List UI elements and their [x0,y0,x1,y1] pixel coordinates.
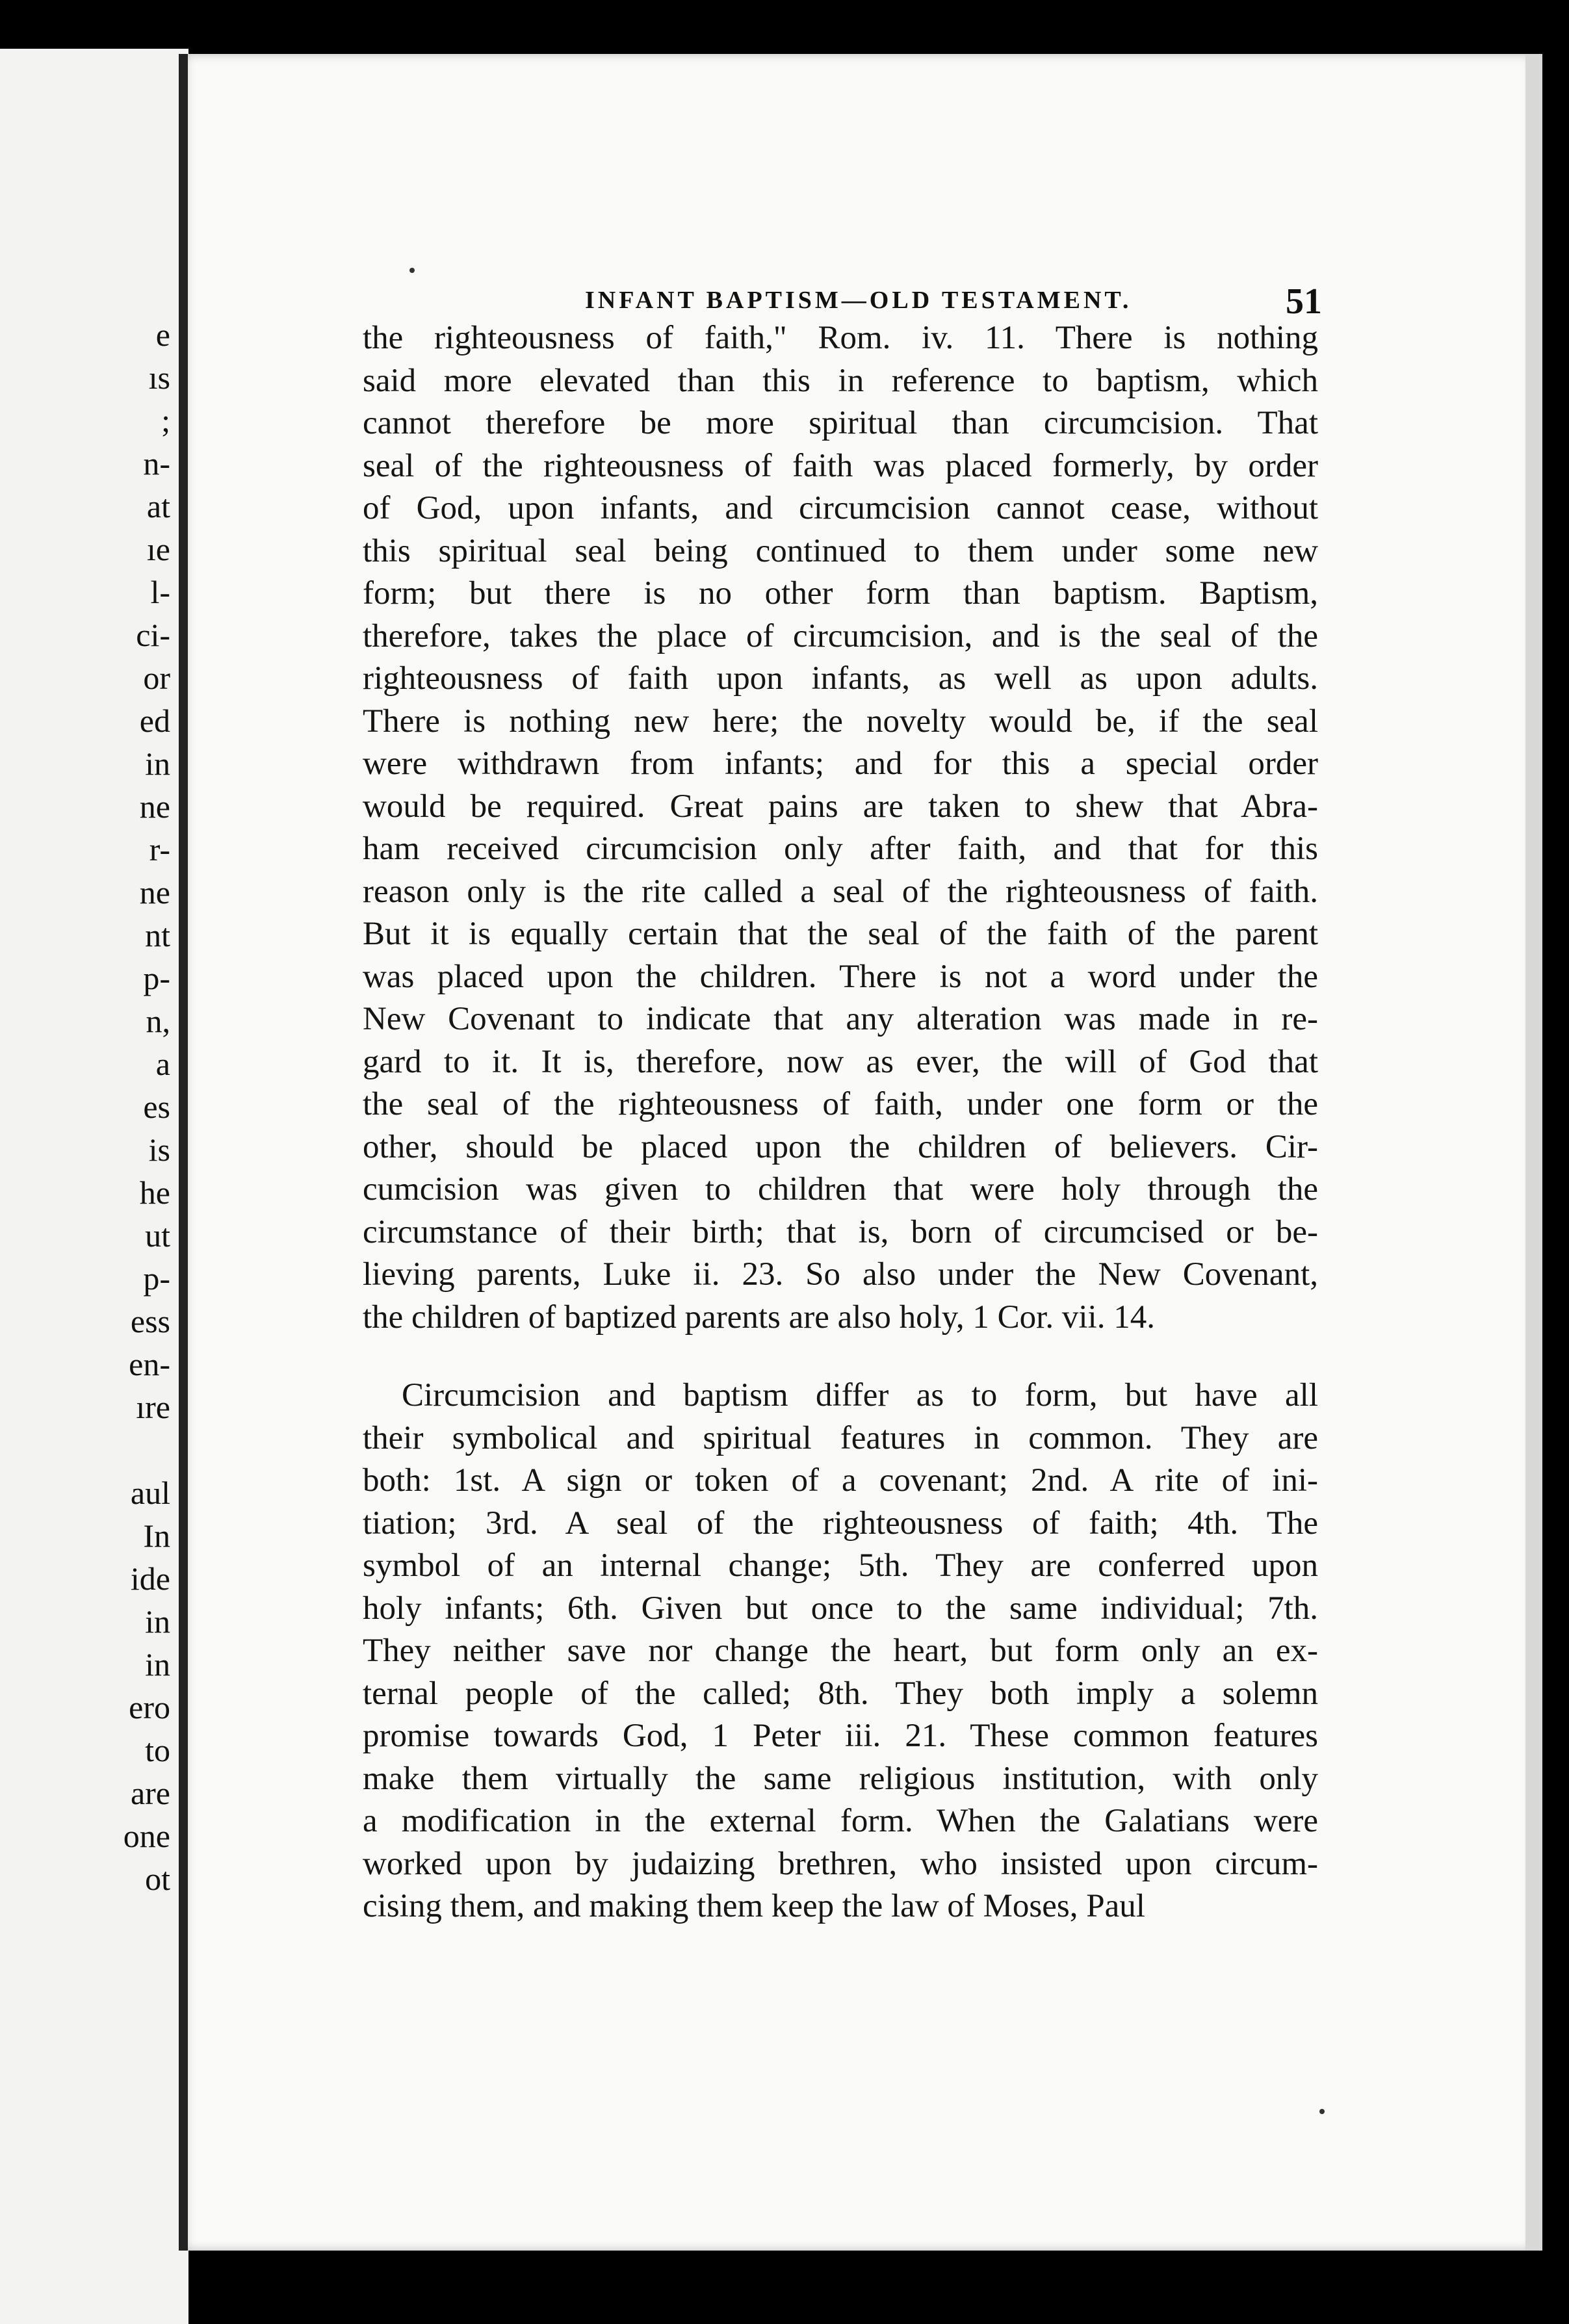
left-page-fragment: in [145,1646,170,1683]
text-line: lieving parents, Luke ii. 23. So also under the New Covenant, [363,1256,1318,1293]
left-page-fragment: at [146,488,170,524]
left-page-fragment: r- [149,831,170,868]
left-page-fragment: ero [129,1689,170,1725]
text-line: make them virtually the same religious institution, with only [363,1760,1318,1797]
left-page-fragment: one [123,1818,170,1854]
left-page-fragment: ne [139,788,170,825]
text-line: cising them, and making them keep the law of Moses, Paul [363,1888,1145,1924]
text-line: promise towards God, 1 Peter iii. 21. These common features [363,1718,1318,1754]
left-page-fragment: to [145,1732,170,1768]
text-line: their symbolical and spiritual features in common. They are [363,1419,1318,1456]
left-page-fragment: n, [146,1003,170,1039]
text-line: a modification in the external form. When the Galatians were [363,1803,1318,1839]
text-line: this spiritual seal being continued to them under some new [363,532,1318,569]
text-line: of God, upon infants, and circumcision cannot cease, without [363,490,1318,526]
text-line: would be required. Great pains are taken to shew that Abra- [363,788,1318,825]
left-page-fragment: l- [150,574,170,610]
left-page-fragment: ci- [136,617,170,653]
text-line: holy infants; 6th. Given but once to the same individual; 7th. [363,1590,1318,1627]
paragraph-1 [363,317,1318,1339]
left-page-fragment: es [143,1089,170,1125]
left-page-fragment: aul [130,1475,170,1511]
text-line: worked upon by judaizing brethren, who insisted upon circum- [363,1845,1318,1882]
left-page-fragment: ; [161,402,170,439]
text-line: ham received circumcision only after faith, and that for this [363,831,1318,867]
left-page-fragment: in [145,745,170,782]
text-line: form; but there is no other form than baptism. Baptism, [363,575,1318,612]
text-line: symbol of an internal change; 5th. They are conferred upon [363,1547,1318,1584]
text-line: But it is equally certain that the seal of the faith of the parent [363,916,1318,952]
left-page-fragment: p- [143,1260,170,1297]
text-line: other, should be placed upon the children of believers. Cir- [363,1128,1318,1165]
left-page-fragment: In [143,1517,170,1554]
left-page-fragment: are [130,1775,170,1811]
page-number: 51 [1286,281,1322,322]
text-line: They neither save nor change the heart, but form only an ex- [363,1633,1318,1669]
text-line: were withdrawn from infants; and for this a special order [363,745,1318,782]
text-line: seal of the righteousness of faith was placed formerly, by order [363,447,1318,484]
text-line: cumcision was given to children that were holy through the [363,1171,1318,1207]
text-line: both: 1st. A sign or token of a covenant; 2nd. A rite of ini- [363,1462,1318,1499]
page-gutter [179,54,188,2251]
text-line: the righteousness of faith," Rom. iv. 11. There is nothing [363,320,1318,356]
left-page-fragment: n- [143,445,170,482]
left-page-fragment: ot [145,1861,170,1897]
paragraph-2 [363,1375,1318,1928]
text-line: said more elevated than this in reference to baptism, which [363,362,1318,399]
left-page-fragment: ide [130,1560,170,1597]
left-page-fragment: he [139,1174,170,1211]
running-head: INFANT BAPTISM—OLD TESTAMENT. [585,287,1132,314]
left-page-fragment: in [145,1603,170,1640]
text-line: Circumcision and baptism differ as to form, but have all [402,1377,1318,1414]
text-line: therefore, takes the place of circumcision, and is the seal of the [363,617,1318,654]
page-edge [1525,54,1542,2251]
left-page-fragment: ne [139,874,170,910]
text-line: circumstance of their birth; that is, born of circumcised or be- [363,1213,1318,1250]
left-page-fragment: is [148,1131,170,1168]
left-page-fragment: e [155,316,170,353]
body-text [363,317,1318,1928]
left-page-fragment: ed [139,703,170,739]
left-page-fragment: nt [145,917,170,953]
text-line: ternal people of the called; 8th. They both imply a solemn [363,1675,1318,1712]
page-speck [1319,2109,1325,2114]
text-line: New Covenant to indicate that any alteration was made in re- [363,1001,1318,1037]
left-page-fragment: a [155,1046,170,1082]
left-page-fragment: ess [130,1303,170,1339]
text-line: tiation; 3rd. A seal of the righteousness of faith; 4th. The [363,1504,1318,1542]
left-page-fragment: ıe [146,531,170,567]
left-page-fragment: ut [145,1217,170,1254]
left-page-fragment: ıre [136,1389,170,1425]
left-page-fragment: or [143,660,170,696]
left-page-fragment: p- [143,960,170,996]
text-line: reason only is the rite called a seal of the righteousness of faith. [363,873,1318,910]
page-speck [409,268,415,273]
text-line: There is nothing new here; the novelty would be, if the seal [363,703,1318,740]
text-line: gard to it. It is, therefore, now as ever, the will of God that [363,1043,1318,1080]
text-line: righteousness of faith upon infants, as well as upon adults. [363,660,1318,697]
text-line: cannot therefore be more spiritual than circumcision. That [363,405,1318,441]
left-page-fragment: ıs [148,359,170,396]
left-page-fragment: en- [129,1346,170,1382]
text-line: the children of baptized parents are also holy, 1 Cor. vii. 14. [363,1298,1155,1336]
text-line: the seal of the righteousness of faith, under one form or the [363,1086,1318,1122]
text-line: was placed upon the children. There is not a word under the [363,958,1318,995]
